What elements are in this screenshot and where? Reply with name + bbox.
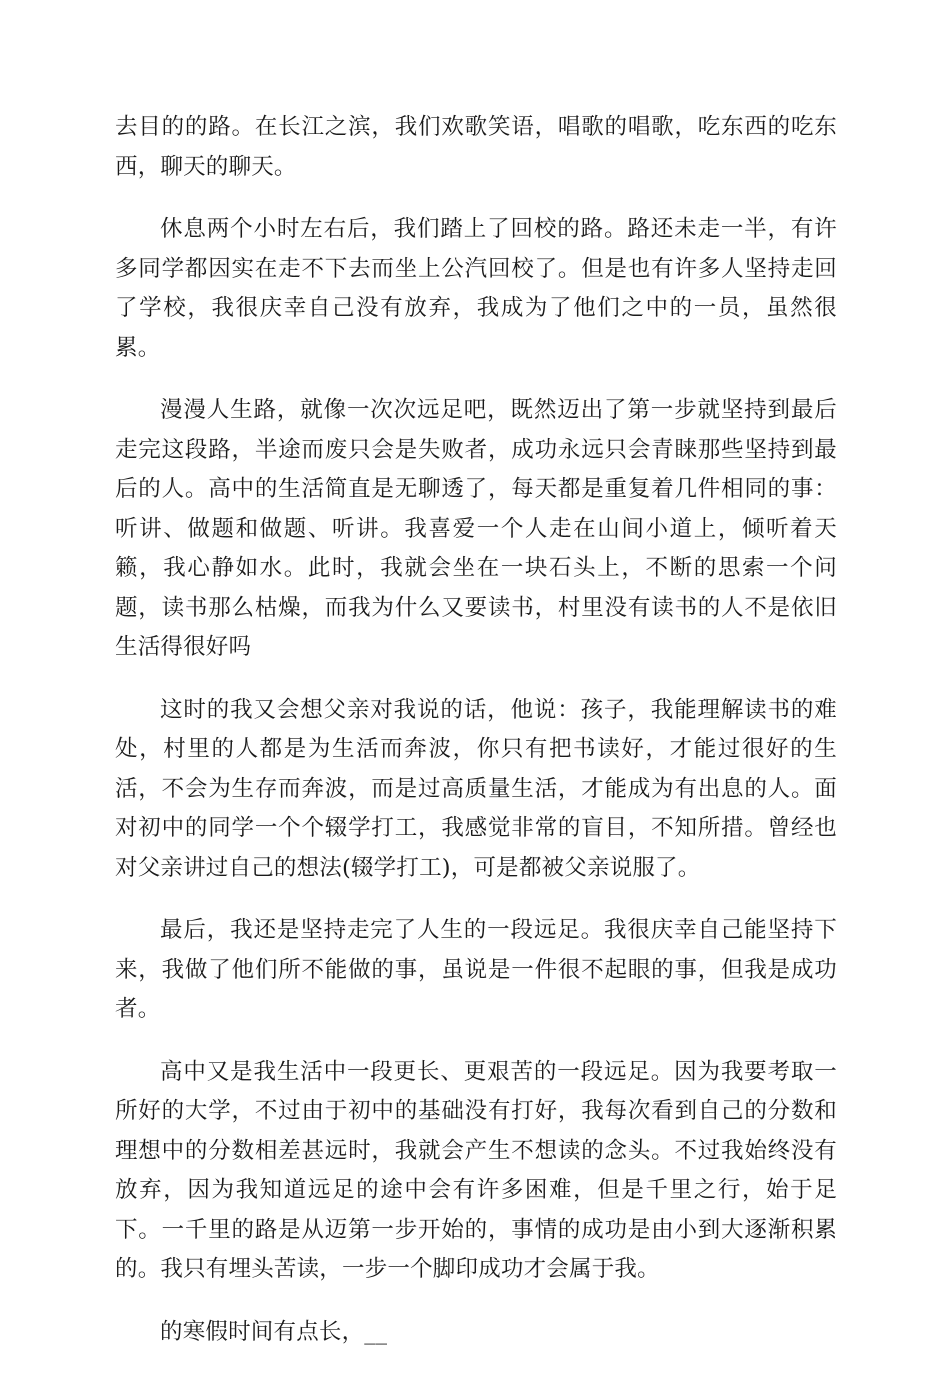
paragraph-4: 这时的我又会想父亲对我说的话，他说：孩子，我能理解读书的难处，村里的人都是为生活而奔波，你只有把书读好，才能过很好的生活，不会为生存而奔波，而是过高质量生活，才能成为有出息的人。面对初中的同学一个个辍学打工，我感觉非常的盲目，不知所措。曾经也对父亲讲过自己的想法(辍学打工)，可是都被父亲说服了。 (115, 696, 837, 881)
paragraph-2: 休息两个小时左右后，我们踏上了回校的路。路还未走一半，有许多同学都因实在走不下去而坐上公汽回校了。但是也有许多人坚持走回了学校，我很庆幸自己没有放弃，我成为了他们之中的一员，虽然很累。 (115, 216, 837, 361)
paragraph-1: 去目的的路。在长江之滨，我们欢歌笑语，唱歌的唱歌，吃东西的吃东西，聊天的聊天。 (115, 114, 837, 180)
document-page (115, 108, 837, 1375)
paragraph-6: 高中又是我生活中一段更长、更艰苦的一段远足。因为我要考取一所好的大学，不过由于初中的基础没有打好，我每次看到自己的分数和理想中的分数相差甚远时，我就会产生不想读的念头。不过我始终没有放弃，因为我知道远足的途中会有许多困难，但是千里之行，始于足下。一千里的路是从迈第一步开始的，事情的成功是由小到大逐渐积累的。我只有埋头苦读，一步一个脚印成功才会属于我。 (115, 1058, 837, 1282)
paragraph-7: 的寒假时间有点长，__ (160, 1318, 388, 1345)
paragraph-5: 最后，我还是坚持走完了人生的一段远足。我很庆幸自己能坚持下来，我做了他们所不能做的事，虽说是一件很不起眼的事，但我是成功者。 (115, 917, 837, 1022)
paragraph-3: 漫漫人生路，就像一次次远足吧，既然迈出了第一步就坚持到最后走完这段路，半途而废只会是失败者，成功永远只会青睐那些坚持到最后的人。高中的生活简直是无聊透了，每天都是重复着几件相同的事：听讲、做题和做题、听讲。我喜爱一个人走在山间小道上，倾听着天籁，我心静如水。此时，我就会坐在一块石头上，不断的思索一个问题，读书那么枯燥，而我为什么又要读书，村里没有读书的人不是依旧生活得很好吗 (115, 397, 837, 660)
